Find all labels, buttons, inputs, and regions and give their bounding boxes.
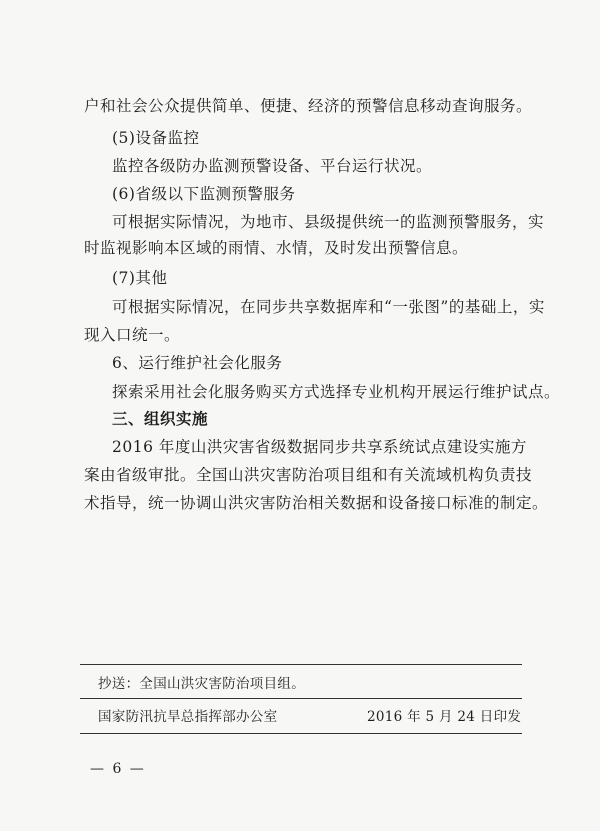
body-line-5: 可根据实际情况，为地市、县级提供统一的监测预警服务，实 (112, 213, 545, 231)
body-line-9: 现入口统一。 (84, 326, 181, 344)
page-number: — 6 — (90, 761, 146, 777)
body-line-2: (5)设备监控 (112, 129, 200, 147)
body-line-15: 术指导，统一协调山洪灾害防治相关数据和设备接口标准的制定。 (84, 494, 549, 512)
body-line-13: 2016 年度山洪灾害省级数据同步共享系统试点建设实施方 (112, 438, 527, 456)
body-line-14: 案由省级审批。全国山洪灾害防治项目组和有关流域机构负责技 (84, 466, 533, 484)
body-line-10: 6、运行维护社会化服务 (112, 354, 283, 372)
footer-top-rule (80, 664, 522, 665)
issuer-name: 国家防汛抗旱总指挥部办公室 (98, 709, 278, 725)
section-heading: 三、组织实施 (112, 409, 209, 428)
body-line-7: (7)其他 (112, 269, 168, 287)
body-line-11: 探索采用社会化服务购买方式选择专业机构开展运行维护试点。 (112, 383, 561, 401)
issue-date: 2016 年 5 月 24 日印发 (367, 709, 522, 725)
body-line-3: 监控各级防办监测预警设备、平台运行状况。 (112, 157, 433, 175)
footer-middle-rule (80, 698, 522, 699)
footer-bottom-rule (80, 733, 522, 734)
cc-line: 抄送：全国山洪灾害防治项目组。 (98, 676, 305, 692)
body-line-1: 户和社会公众提供简单、便捷、经济的预警信息移动查询服务。 (84, 97, 533, 115)
body-line-6: 时监视影响本区域的雨情、水情，及时发出预警信息。 (84, 239, 469, 257)
body-line-8: 可根据实际情况，在同步共享数据库和“一张图”的基础上，实 (112, 298, 545, 316)
body-line-4: (6)省级以下监测预警服务 (112, 185, 296, 203)
